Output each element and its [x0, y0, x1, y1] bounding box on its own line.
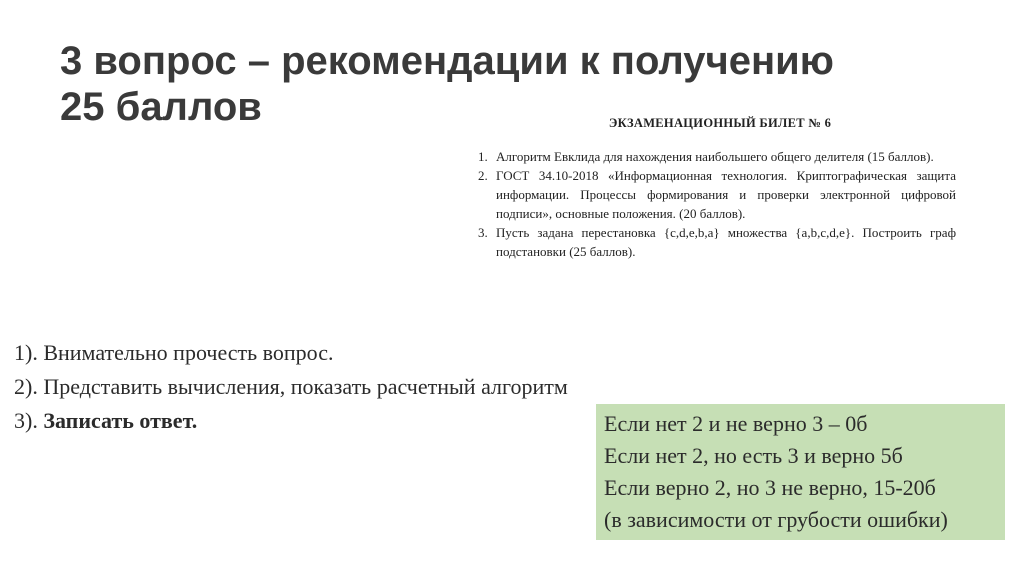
grading-note-line-4: (в зависимости от грубости ошибки)	[604, 507, 948, 532]
question-text: Пусть задана перестановка {c,d,e,b,a} множества {a,b,c,d,e}. Построить граф подстановки (25 баллов).	[496, 225, 956, 259]
step-1: 1). Внимательно прочесть вопрос.	[14, 340, 334, 365]
exam-ticket-title: ЭКЗАМЕНАЦИОННЫЙ БИЛЕТ № 6	[608, 116, 832, 130]
question-text: ГОСТ 34.10-2018 «Информационная технология. Криптографическая защита информации. Процессы формирования и проверки электронной цифровой подписи», основные положения. (20 баллов).	[496, 168, 956, 221]
exam-ticket-questions	[470, 147, 956, 261]
step-2: 2). Представить вычисления, показать расчетный алгоритм	[14, 374, 568, 399]
question-number: 3.	[478, 225, 488, 240]
question-number: 1.	[478, 149, 488, 164]
step-3-bold-text: Записать ответ.	[43, 408, 198, 433]
grading-note-line-3: Если верно 2, но 3 не верно, 15-20б	[604, 475, 936, 500]
exam-ticket-question-1	[470, 147, 956, 166]
grading-note-line-2: Если нет 2, но есть 3 и верно 5б	[604, 443, 903, 468]
exam-ticket-image	[470, 116, 956, 261]
question-number: 2.	[478, 168, 488, 183]
slide-title-line-1: 3 вопрос – рекомендации к получению	[60, 39, 834, 83]
exam-ticket-question-3	[470, 223, 956, 261]
recommendation-steps	[14, 338, 614, 434]
grading-note-line-1: Если нет 2 и не верно 3 – 0б	[604, 411, 868, 436]
slide-title-line-2: 25 баллов	[60, 85, 262, 129]
exam-ticket-question-2	[470, 166, 956, 223]
grading-note-box	[596, 404, 1005, 540]
step-3-prefix: 3).	[14, 408, 44, 433]
question-text: Алгоритм Евклида для нахождения наибольшего общего делителя (15 баллов).	[496, 149, 934, 164]
step-3	[14, 408, 614, 434]
